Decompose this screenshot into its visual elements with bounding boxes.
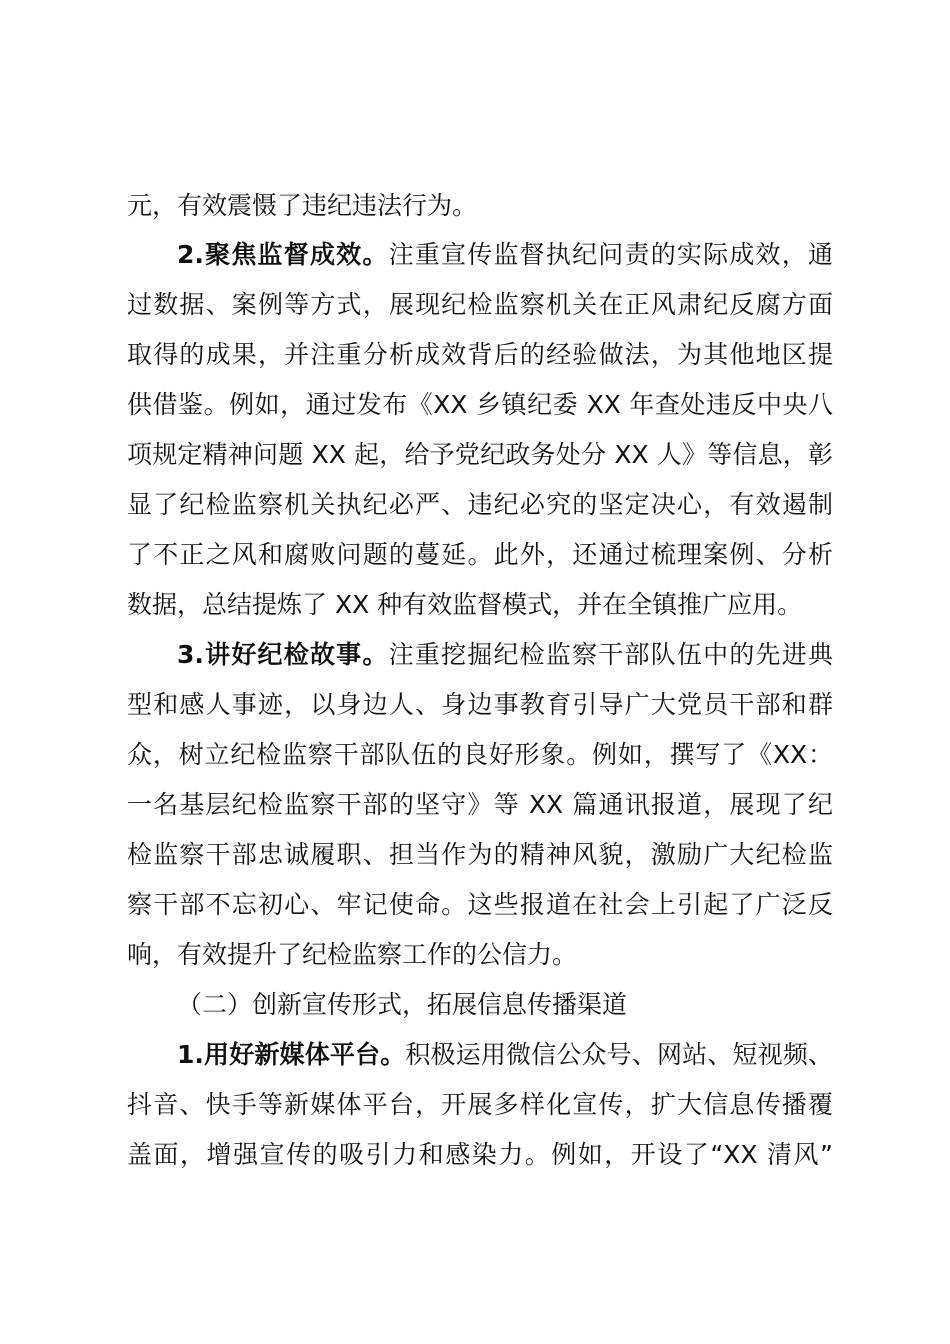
paragraph-heading: 2.聚焦监督成效。	[177, 240, 389, 269]
text-line	[127, 588, 833, 622]
text-line	[127, 788, 833, 822]
text-line	[127, 438, 833, 472]
paragraph-text: 了不正之风和腐败问题的蔓延。此外，还通过梳理案例、分析	[127, 540, 833, 569]
paragraph-heading: 1.用好新媒体平台。	[177, 1040, 406, 1069]
text-line	[177, 238, 833, 272]
paragraph-text: 积极运用微信公众号、网站、短视频、	[405, 1040, 833, 1069]
paragraph-text: 项规定精神问题 XX 起，给予党纪政务处分 XX 人》等信息，彰	[127, 440, 833, 469]
text-line	[177, 1038, 833, 1072]
text-line	[127, 488, 833, 522]
paragraph-text: 过数据、案例等方式，展现纪检监察机关在正风肃纪反腐方面	[127, 290, 833, 319]
text-line	[177, 638, 833, 672]
text-line	[127, 838, 833, 872]
paragraph-text: 抖音、快手等新媒体平台，开展多样化宣传，扩大信息传播覆	[127, 1090, 833, 1119]
paragraph-text: 数据，总结提炼了 XX 种有效监督模式，并在全镇推广应用。	[127, 590, 803, 619]
paragraph-text: 察干部不忘初心、牢记使命。这些报道在社会上引起了广泛反	[127, 890, 833, 919]
paragraph-heading: 3.讲好纪检故事。	[177, 640, 389, 669]
text-line	[127, 1138, 833, 1172]
section-heading	[177, 988, 833, 1022]
paragraph-text: 供借鉴。例如，通过发布《XX 乡镇纪委 XX 年查处违反中央八	[127, 390, 833, 419]
paragraph-text: 响，有效提升了纪检监察工作的公信力。	[127, 940, 578, 969]
text-line	[127, 538, 833, 572]
text-line	[127, 388, 833, 422]
paragraph-text: 型和感人事迹，以身边人、身边事教育引导广大党员干部和群	[127, 690, 833, 719]
paragraph-text: 检监察干部忠诚履职、担当作为的精神风貌，激励广大纪检监	[127, 840, 833, 869]
paragraph-text: 注重宣传监督执纪问责的实际成效，通	[388, 240, 833, 269]
text-line	[127, 338, 833, 372]
text-line	[127, 189, 833, 223]
text-line	[127, 688, 833, 722]
text-line	[127, 1088, 833, 1122]
paragraph-text: 众，树立纪检监察干部队伍的良好形象。例如，撰写了《XX：	[127, 740, 833, 769]
text-line	[127, 738, 833, 772]
text-line	[127, 938, 833, 972]
paragraph-text: 注重挖掘纪检监察干部队伍中的先进典	[388, 640, 833, 669]
paragraph-text: 显了纪检监察机关执纪必严、违纪必究的坚定决心，有效遏制	[127, 490, 833, 519]
section-heading-text: （二）创新宣传形式，拓展信息传播渠道	[177, 990, 628, 1019]
text-line	[127, 288, 833, 322]
paragraph-text: 取得的成果，并注重分析成效背后的经验做法，为其他地区提	[127, 340, 833, 369]
paragraph-text: 盖面，增强宣传的吸引力和感染力。例如，开设了“XX 清风”	[127, 1140, 833, 1169]
paragraph-text: 一名基层纪检监察干部的坚守》等 XX 篇通讯报道，展现了纪	[127, 790, 833, 819]
paragraph-text: 元，有效震慑了违纪违法行为。	[127, 191, 478, 220]
text-line	[127, 888, 833, 922]
